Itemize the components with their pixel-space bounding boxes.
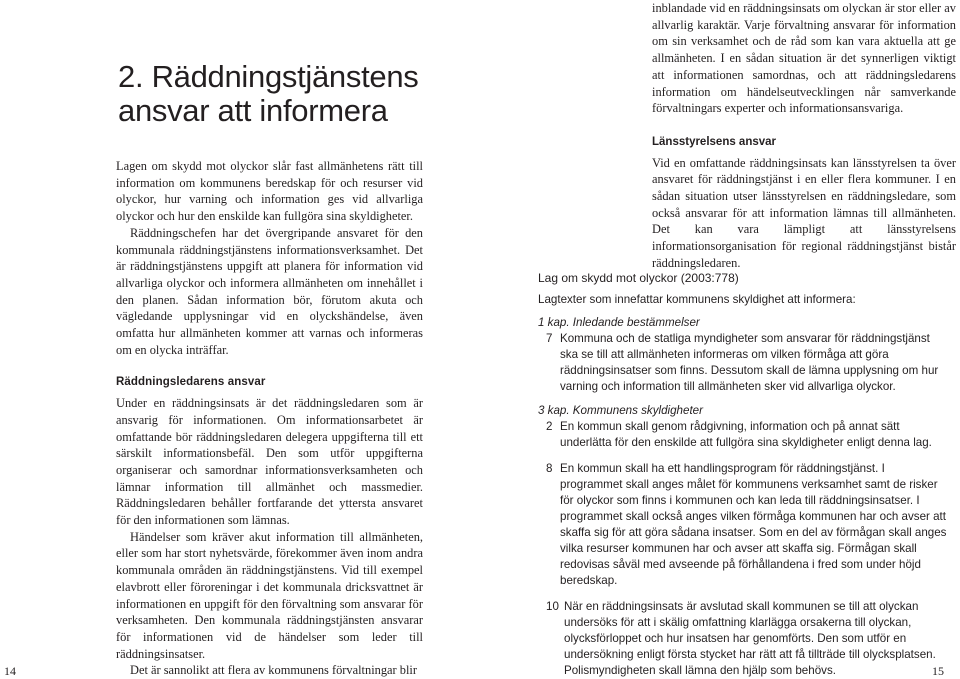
section-text: En kommun skall ha ett handlingsprogram för räddningstjänst. I programmet skall anges målet för kommunens verksamhet samt de risker för olyckor som finns i kommunen och kan leda till räddningsinsatser. I programmet skall också anges vilken förmåga kommunen har och avser att skaffa sig för att göra sådana insatser. Som en del av förmågan skall anges vilka resurser kommunen har och avser att skaffa sig. Förmågan skall redovisas såväl med avseende på förhållandena i fred som under höjd beredskap.	[560, 462, 947, 587]
section-number: 7	[546, 332, 553, 345]
page-title	[118, 60, 438, 128]
law-subtitle: Lagtexter som innefattar kommunens skyldighet att informera:	[538, 293, 856, 306]
section-number: 10	[546, 600, 559, 613]
law-chapter-1: 1 kap. Inledande bestämmelser	[538, 316, 700, 329]
section-number: 8	[546, 462, 553, 475]
left-column	[116, 158, 423, 679]
intro-paragraph: Lagen om skydd mot olyckor slår fast allmänhetens rätt till information om kommunens beredskap för och resurser vid olyckor, hur varning och information ges vid allvarliga olyckor och hur den enskilde kan fullgöra sina skyldigheter.	[116, 159, 423, 224]
paragraph-handelser: Händelser som kräver akut information till allmänheten, eller som har stort nyhetsvärde, förekommer även inom andra kommunala områden än räddningstjänstens. Vid till exempel elavbrott eller föroreningar i det kommunala dricksvattnet är informationen en uppgift för den förvaltning som ansvarar för verksamheten. Den kommunala räddningstjänsten ansvarar för informationen vid de händelser som leder till räddningsinsatser.	[116, 529, 423, 661]
paragraph-forvaltningar: Det är sannolikt att flera av kommunens förvaltningar blir	[130, 663, 417, 678]
paragraph-raddningsinsats: Under en räddningsinsats är det räddningsledaren som är ansvarig för informationen. Om informationsarbetet är omfattande bör räddningsledaren delegera uppgifterna till ett särskilt informationsbefäl. Den som utför uppgifterna organiserar och samordnar informationsverksamheten och lämnar information till allmänhet och massmedier. Räddningsledaren behåller fortfarande det yttersta ansvaret för den informationen som lämnas.	[116, 396, 423, 528]
section-text: Kommuna och de statliga myndigheter som ansvarar för räddningstjänst ska se till att allmänheten informeras om vilken förmåga att göra räddningsinsatser som finns. Dessutom skall de lämna upplysning om hur varning och information till allmänheten sker vid allvarliga olyckor.	[560, 332, 939, 393]
law-chapter-3: 3 kap. Kommunens skyldigheter	[538, 404, 703, 417]
page-number-left: 14	[4, 664, 16, 678]
page-number-right: 15	[932, 664, 944, 678]
heading-lansstyrelsens-ansvar: Länsstyrelsens ansvar	[652, 135, 777, 148]
law-section-10	[546, 599, 948, 679]
paragraph-continued: inblandade vid en räddningsinsats om olyckan är stor eller av allvarlig karaktär. Varje förvaltning ansvarar för information om sin verksamhet och de råd som kan vara aktuella att ge allmänheten. I en sådan situation är det synnerligen viktigt att informationen samordnas, och att räddningsledarens information om händelseutvecklingen når samverkande förvaltningars experter och informationsansvariga.	[652, 1, 956, 116]
paragraph-raddningschef: Räddningschefen har det övergripande ansvaret för den kommunala räddningstjänstens informationsverksamhet. Det är räddningstjänstens uppgift att planera för information vid allvarliga olyckor och informera allmänheten om innehållet i den planen. Sådan information bör, förutom akuta och vägledande upplysningar vid en olyckshändelse, även omfatta hur allmänheten kommer att varnas och informeras om en olycka inträffar.	[116, 225, 423, 357]
title-line-1: 2. Räddningstjänstens	[118, 59, 419, 94]
section-text: När en räddningsinsats är avslutad skall kommunen se till att olyckan undersöks för att i skälig omfattning klarlägga orsakerna till olyckan, olycksförloppet och hur insatsen har genomförts. Den som utför en undersökning enligt första stycket har rätt att få tillträde till olycksplatsen. Polismyndigheten skall lämna den hjälp som behövs.	[564, 600, 936, 677]
law-excerpt-box	[538, 270, 948, 679]
section-number: 2	[546, 420, 553, 433]
section-text: En kommun skall genom rådgivning, information och på annat sätt underlätta för den enskilde att fullgöra sina skyldigheter enligt denna lag.	[560, 420, 932, 449]
law-section-8	[546, 461, 948, 589]
heading-raddningsledarens-ansvar: Räddningsledarens ansvar	[116, 376, 266, 389]
law-title: Lag om skydd mot olyckor (2003:778)	[538, 271, 739, 285]
law-section-2	[546, 419, 948, 451]
right-column	[652, 0, 956, 272]
law-section-7	[546, 331, 948, 395]
paragraph-lansstyrelsen: Vid en omfattande räddningsinsats kan länsstyrelsen ta över ansvaret för räddningstjänst i en eller flera kommuner. I en sådan situation utser länsstyrelsen en räddningsledare, som också ansvarar för att information lämnas till allmänheten. Det kan vara lämpligt att länsstyrelsens informationsorganisation för regional räddningstjänst bistår räddningsledaren.	[652, 155, 956, 270]
title-line-2: ansvar att informera	[118, 93, 388, 128]
